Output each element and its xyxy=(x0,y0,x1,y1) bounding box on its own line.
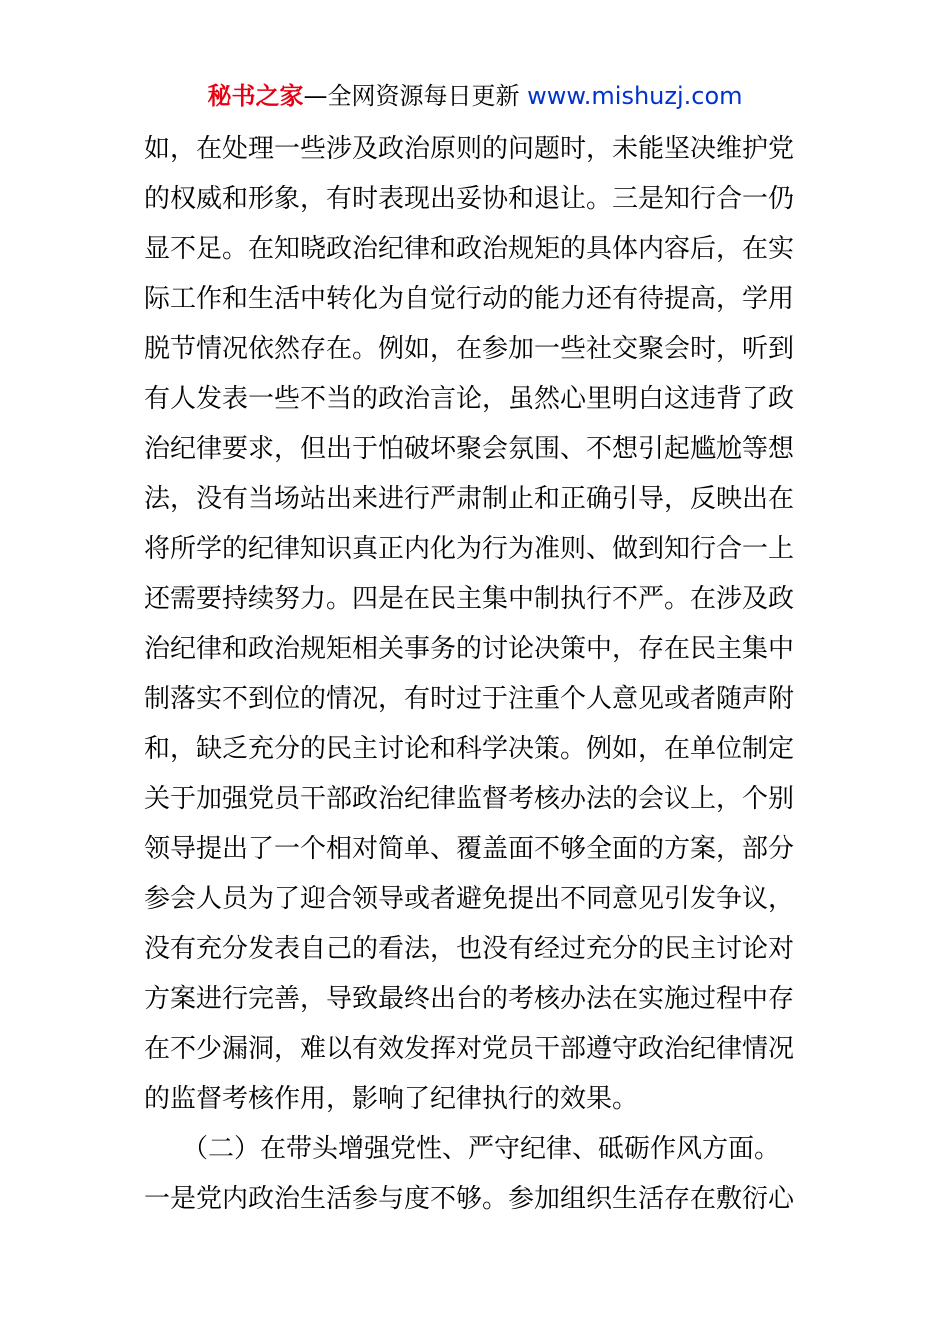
text-line: 将所学的纪律知识真正内化为行为准则、做到知行合一上 xyxy=(144,534,795,564)
text-line: 在不少漏洞，难以有效发挥对党员干部遵守政治纪律情况 xyxy=(144,1034,795,1064)
text-line: 际工作和生活中转化为自觉行动的能力还有待提高，学用 xyxy=(144,284,795,314)
text-line: 制落实不到位的情况，有时过于注重个人意见或者随声附 xyxy=(144,684,795,714)
text-line: 有人发表一些不当的政治言论，虽然心里明白这违背了政 xyxy=(144,384,795,414)
text-line: 的监督考核作用，影响了纪律执行的效果。 xyxy=(144,1084,639,1114)
brand-name: 秘书之家 xyxy=(207,82,304,110)
site-url-link[interactable]: www.mishuzj.com xyxy=(527,82,743,110)
site-header xyxy=(0,80,950,112)
text-line: 如，在处理一些涉及政治原则的问题时，未能坚决维护党 xyxy=(144,134,795,164)
section-heading: （二）在带头增强党性、严守纪律、砥砺作风方面。 xyxy=(182,1134,781,1164)
text-line: 还需要持续努力。四是在民主集中制执行不严。在涉及政 xyxy=(144,584,795,614)
text-line: 和，缺乏充分的民主讨论和科学决策。例如，在单位制定 xyxy=(144,734,795,764)
text-line: 关于加强党员干部政治纪律监督考核办法的会议上，个别 xyxy=(144,784,795,814)
text-line: 没有充分发表自己的看法，也没有经过充分的民主讨论对 xyxy=(144,934,795,964)
text-line: 的权威和形象，有时表现出妥协和退让。三是知行合一仍 xyxy=(144,184,795,214)
text-line: 显不足。在知晓政治纪律和政治规矩的具体内容后，在实 xyxy=(144,234,795,264)
text-line: 治纪律要求，但出于怕破坏聚会氛围、不想引起尴尬等想 xyxy=(144,434,795,464)
text-line: 领导提出了一个相对简单、覆盖面不够全面的方案，部分 xyxy=(144,834,795,864)
document-body xyxy=(144,124,808,1224)
header-tagline: —全网资源每日更新 xyxy=(303,82,528,110)
text-line: 方案进行完善，导致最终出台的考核办法在实施过程中存 xyxy=(144,984,795,1014)
text-line: 法，没有当场站出来进行严肃制止和正确引导，反映出在 xyxy=(144,484,795,514)
text-line: 脱节情况依然存在。例如，在参加一些社交聚会时，听到 xyxy=(144,334,795,364)
text-line: 一是党内政治生活参与度不够。参加组织生活存在敷衍心 xyxy=(144,1184,795,1214)
text-line: 参会人员为了迎合领导或者避免提出不同意见引发争议， xyxy=(144,884,795,914)
text-line: 治纪律和政治规矩相关事务的讨论决策中，存在民主集中 xyxy=(144,634,795,664)
